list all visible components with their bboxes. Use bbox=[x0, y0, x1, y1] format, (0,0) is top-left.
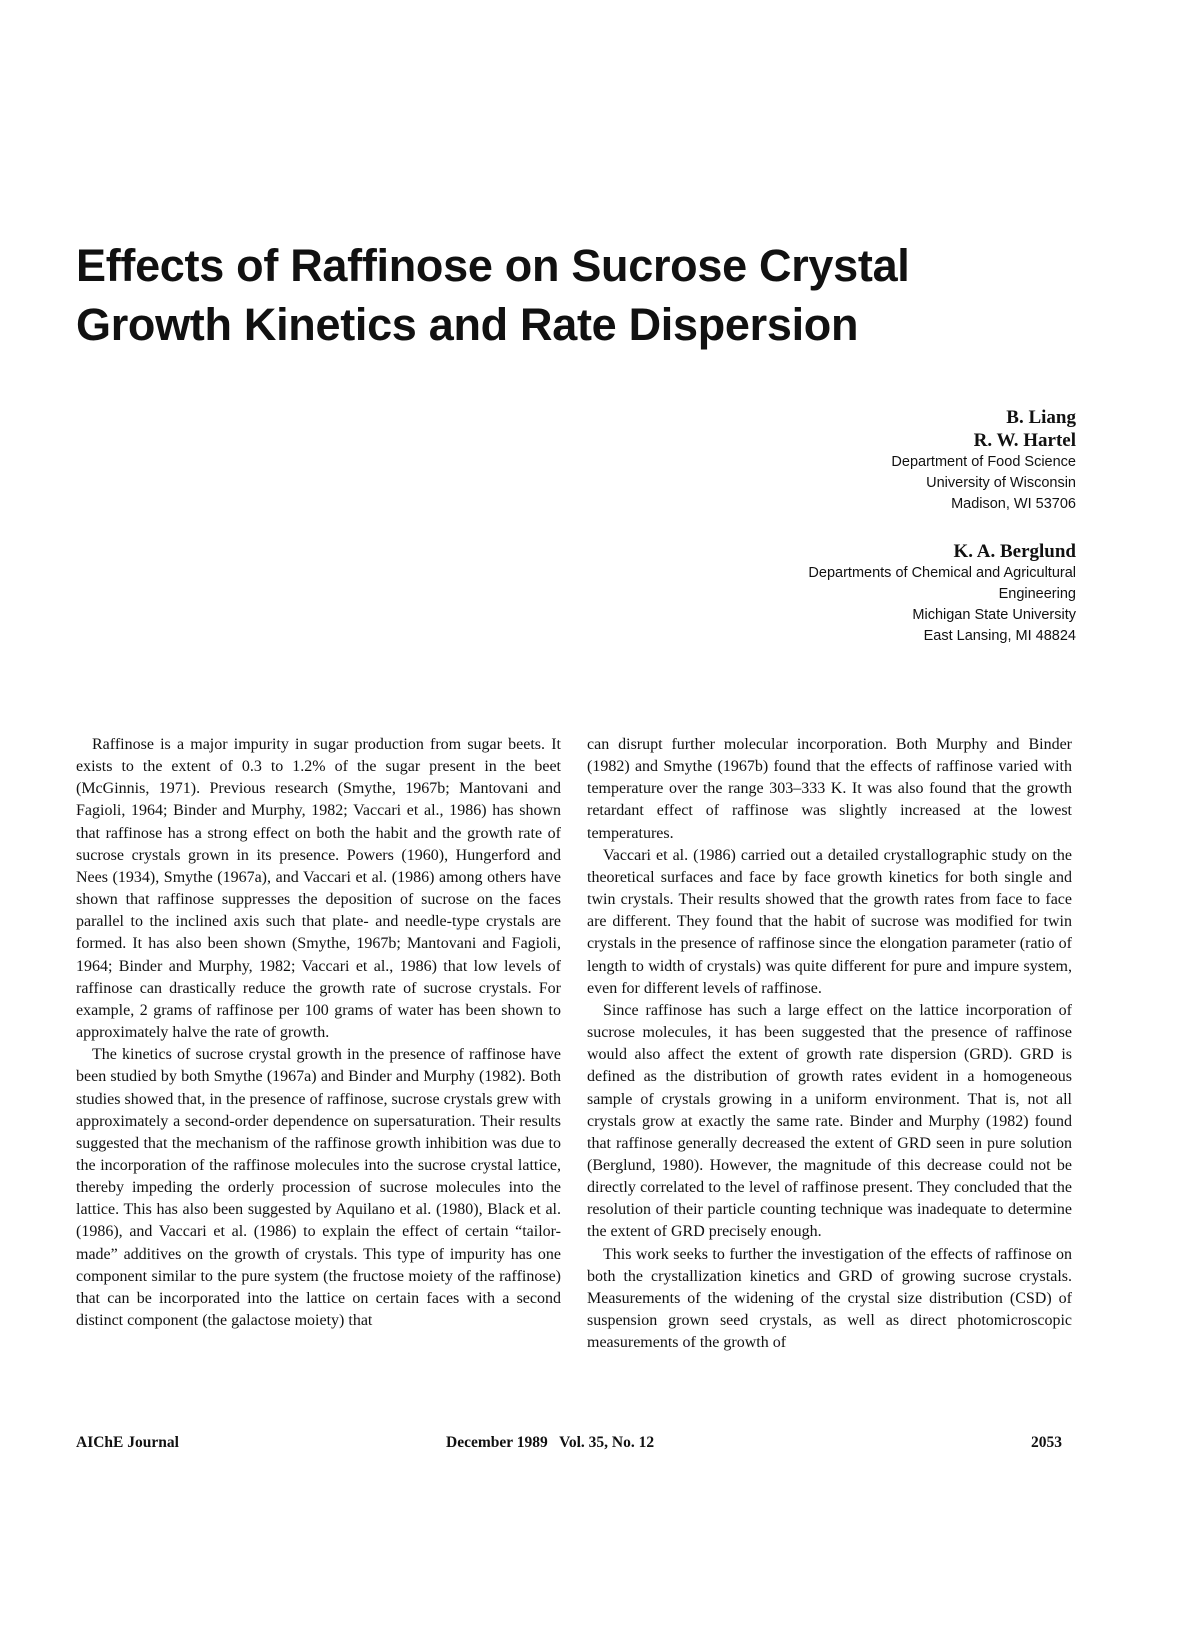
issue-info: December 1989 Vol. 35, No. 12 bbox=[446, 1434, 655, 1451]
journal-name: AIChE Journal bbox=[76, 1434, 179, 1451]
affiliation-line: University of Wisconsin bbox=[926, 475, 1076, 491]
affiliation-line: Madison, WI 53706 bbox=[951, 496, 1076, 512]
author-name: R. W. Hartel bbox=[973, 430, 1076, 451]
page-number: 2053 bbox=[1031, 1434, 1062, 1451]
page-title bbox=[76, 236, 1076, 354]
affiliation-line: Engineering bbox=[998, 586, 1076, 602]
body-paragraph: can disrupt further molecular incorporation. Both Murphy and Binder (1982) and Smythe (1967b) found that the effects of raffinose varied with temperature over the range 303–333 K. It was also found that the growth retardant effect of raffinose was slightly increased at the lowest temperatures. bbox=[587, 736, 1072, 842]
body-paragraph: Since raffinose has such a large effect on the lattice incorporation of sucrose molecules, it has been suggested that the presence of raffinose would also affect the extent of growth rate dispersion (GRD). GRD is defined as the distribution of growth rates evident in a homogeneous sample of crystals growing in a uniform environment. That is, not all crystals grow at exactly the same rate. Binder and Murphy (1982) found that raffinose generally decreased the extent of GRD seen in pure solution (Berglund, 1980). However, the magnitude of this decrease could not be directly correlated to the level of raffinose present. They concluded that the resolution of their particle counting technique was inadequate to determine the extent of GRD precisely enough. bbox=[587, 1001, 1072, 1241]
page-footer bbox=[76, 1434, 1062, 1458]
author-name: K. A. Berglund bbox=[953, 541, 1076, 562]
affiliation-line: Michigan State University bbox=[912, 607, 1076, 623]
author-group bbox=[476, 406, 1076, 515]
affiliation-line: Departments of Chemical and Agricultural bbox=[808, 565, 1076, 581]
body-column-left bbox=[76, 734, 561, 1332]
body-paragraph: Raffinose is a major impurity in sugar production from sugar beets. It exists to the extent of 0.3 to 1.2% of the sugar present in the beet (McGinnis, 1971). Previous research (Smythe, 1967b; Mantovani and Fagioli, 1964; Binder and Murphy, 1982; Vaccari et al., 1986) has shown that raffinose has a strong effect on both the habit and the growth rate of sucrose crystals grown in its presence. Powers (1960), Hungerford and Nees (1934), Smythe (1967a), and Vaccari et al. (1986) among others have shown that raffinose suppresses the deposition of sucrose on the faces parallel to the inclined axis such that plate- and needle-type crystals are formed. It has also been shown (Smythe, 1967b; Mantovani and Fagioli, 1964; Binder and Murphy, 1982; Vaccari et al., 1986) that low levels of raffinose can drastically reduce the growth rate of sucrose crystals. For example, 2 grams of raffinose per 100 grams of water has been shown to approximately halve the rate of growth. bbox=[76, 736, 561, 1042]
body-column-right bbox=[587, 734, 1072, 1354]
affiliation-line: Department of Food Science bbox=[891, 454, 1076, 470]
author-group bbox=[476, 540, 1076, 647]
title-line-1: Effects of Raffinose on Sucrose Crystal bbox=[76, 240, 910, 291]
author-name: B. Liang bbox=[1006, 407, 1076, 428]
body-paragraph: This work seeks to further the investigation of the effects of raffinose on both the crystallization kinetics and GRD of growing sucrose crystals. Measurements of the widening of the crystal size distribution (CSD) of suspension grown seed crystals, as well as direct photomicroscopic measurements of the growth of bbox=[587, 1245, 1072, 1352]
affiliation-line: East Lansing, MI 48824 bbox=[923, 628, 1076, 644]
title-line-2: Growth Kinetics and Rate Dispersion bbox=[76, 299, 859, 350]
body-paragraph: Vaccari et al. (1986) carried out a detailed crystallographic study on the theoretical surfaces and face by face growth kinetics for both single and twin crystals. Their results showed that the growth rates from face to face are different. They found that the habit of sucrose was modified for twin crystals in the presence of raffinose since the elongation parameter (ratio of length to width of crystals) was quite different for pure and impure system, even for different levels of raffinose. bbox=[587, 846, 1072, 997]
body-paragraph: The kinetics of sucrose crystal growth in the presence of raffinose have been studied by both Smythe (1967a) and Binder and Murphy (1982). Both studies showed that, in the presence of raffinose, sucrose crystals grew with approximately a second-order dependence on supersaturation. Their results suggested that the mechanism of the raffinose growth inhibition was due to the incorporation of the raffinose molecules into the sucrose crystal lattice, thereby impeding the orderly procession of sucrose molecules into the lattice. This has also been suggested by Aquilano et al. (1980), Black et al. (1986), and Vaccari et al. (1986) to explain the effect of certain “tailor-made” additives on the growth of crystals. This type of impurity has one component similar to the pure system (the fructose moiety of the raffinose) that can be incorporated into the lattice on certain faces with a second distinct component (the galactose moiety) that bbox=[76, 1046, 561, 1330]
